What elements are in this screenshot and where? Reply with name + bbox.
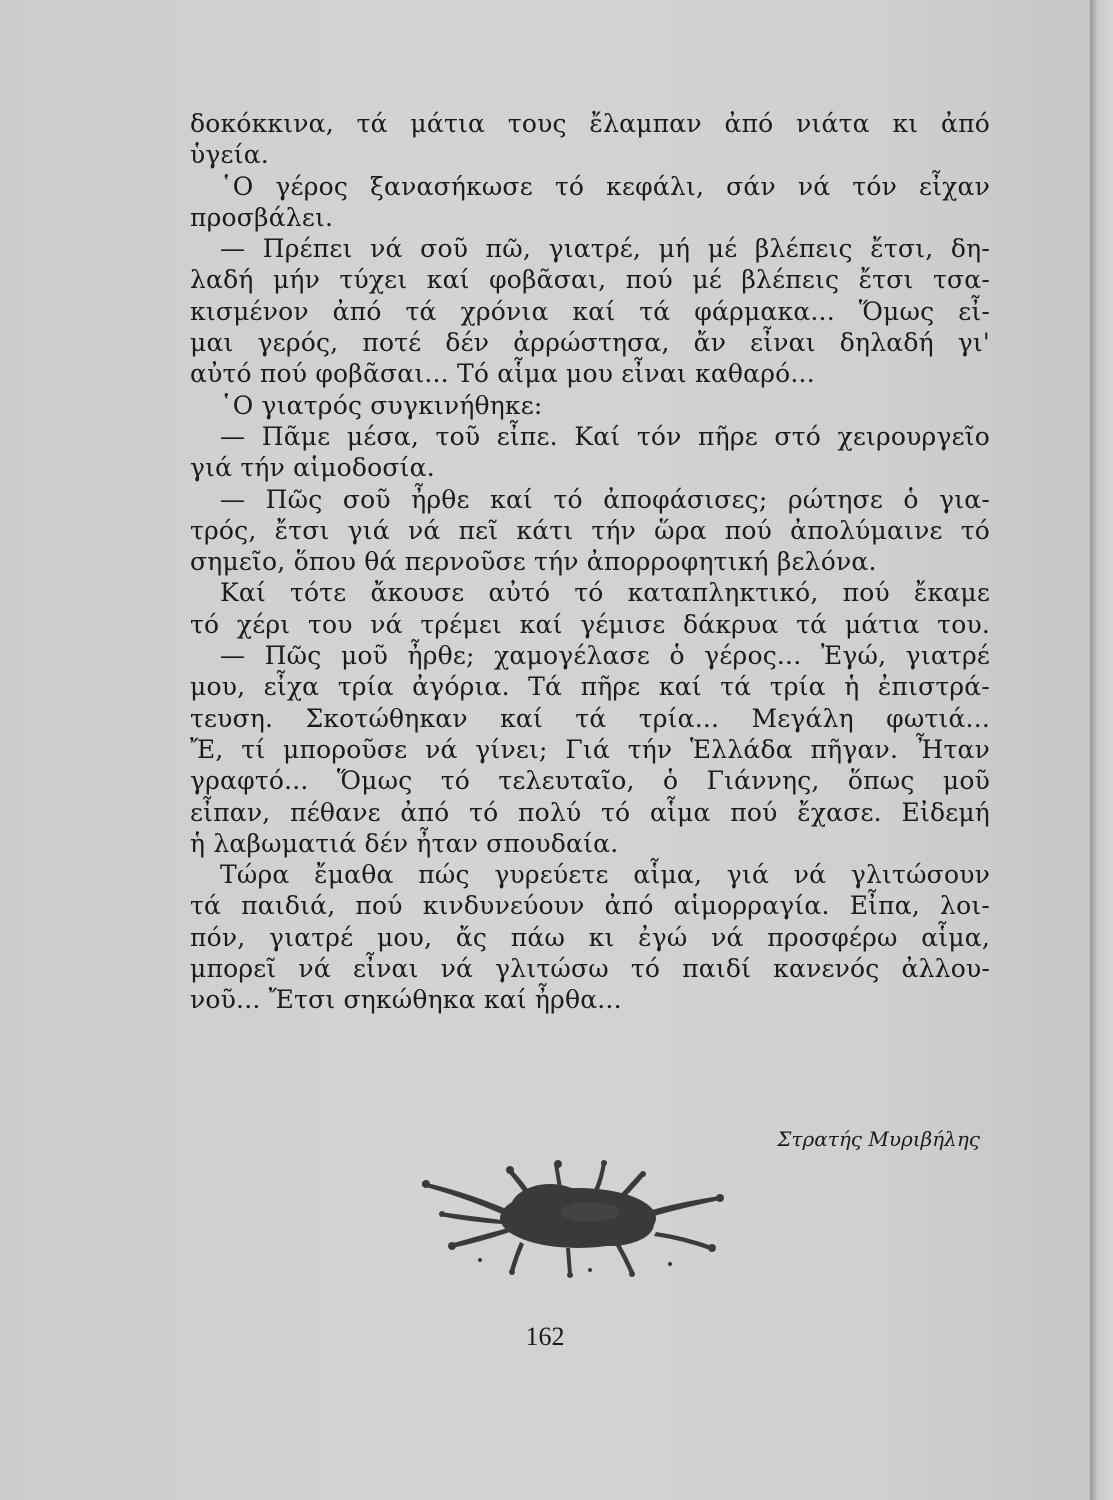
text-line: ῾Ο γιατρός συγκινήθηκε: [220, 390, 543, 420]
ink-splat-illustration [420, 1160, 730, 1280]
text-line: Ἔ, τί μποροῦσε νά γίνει; Γιά τήν Ἑλλάδα πῆγαν. Ἦταν [190, 734, 990, 764]
text-line: μπορεῖ νά εἶναι νά γλιτώσω τό παιδί κανενός ἀλλου- [190, 954, 990, 984]
text-line: προσβάλει. [190, 202, 334, 232]
text-line: — Πῶς σοῦ ἦρθε καί τό ἀποφάσισες; ρώτησε ὁ για- [220, 484, 990, 514]
text-line: Καί τότε ἄκουσε αὐτό τό καταπληκτικό, πού ἔκαμε [220, 578, 990, 608]
text-line: ῾Ο γέρος ξανασήκωσε τό κεφάλι, σάν νά τόν εἶχαν [220, 171, 990, 201]
text-line: γιά τήν αἱμοδοσία. [190, 453, 435, 483]
text-line: λαδή μήν τύχει καί φοβᾶσαι, πού μέ βλέπεις ἔτσι τσα- [190, 265, 990, 295]
text-line: πόν, γιατρέ μου, ἄς πάω κι ἐγώ νά προσφέρω αἷμα, [190, 922, 990, 952]
page-number: 162 [525, 1322, 565, 1351]
text-line: κισμένον ἀπό τά χρόνια καί τά φάρμακα... Ὅμως εἶ- [190, 296, 990, 326]
text-line: ὑγεία. [190, 140, 269, 170]
author-signature: Στρατής Μυριβήλης [777, 1127, 980, 1151]
text-line: — Πῶς μοῦ ἦρθε; χαμογέλασε ὁ γέρος... Ἐγώ, γιατρέ [220, 641, 990, 671]
text-line: — Πρέπει νά σοῦ πῶ, γιατρέ, μή μέ βλέπεις ἔτσι, δη- [220, 234, 990, 264]
text-line: εἶπαν, πέθανε ἀπό τό πολύ τό αἷμα πού ἔχασε. Εἰδεμή [190, 797, 990, 827]
text-line: ἡ λαβωματιά δέν ἦταν σπουδαία. [190, 828, 619, 858]
text-line: γραφτό... Ὅμως τό τελευταῖο, ὁ Γιάννης, ὅπως μοῦ [190, 766, 990, 796]
page-edge [1090, 0, 1113, 1500]
text-line: μαι γερός, ποτέ δέν ἀρρώστησα, ἄν εἶναι δηλαδή γι' [190, 328, 990, 358]
text-line: δοκόκκινα, τά μάτια τους ἔλαμπαν ἀπό νιάτα κι ἀπό [190, 109, 990, 138]
text-line: τρός, ἔτσι γιά νά πεῖ κάτι τήν ὥρα πού ἀπολύμαινε τό [190, 515, 990, 545]
text-line: μου, εἶχα τρία ἀγόρια. Τά πῆρε καί τά τρία ἡ ἐπιστρά- [190, 672, 990, 702]
text-line: Τώρα ἔμαθα πώς γυρεύετε αἷμα, γιά νά γλιτώσουν [220, 860, 990, 890]
body-text [190, 108, 990, 1016]
text-line: τά παιδιά, πού κινδυνεύουν ἀπό αἱμορραγία. Εἶπα, λοι- [190, 891, 990, 921]
text-line: σημεῖο, ὅπου θά περνοῦσε τήν ἀπορροφητική βελόνα. [190, 547, 877, 577]
text-line: αὐτό πού φοβᾶσαι... Τό αἷμα μου εἶναι καθαρό... [190, 359, 815, 389]
text-line: — Πᾶμε μέσα, τοῦ εἶπε. Καί τόν πῆρε στό χειρουργεῖο [220, 421, 990, 451]
text-line: τευση. Σκοτώθηκαν καί τά τρία... Μεγάλη φωτιά... [190, 703, 990, 733]
text-line: νοῦ... Ἔτσι σηκώθηκα καί ἦρθα... [190, 985, 622, 1015]
text-line: τό χέρι του νά τρέμει καί γέμισε δάκρυα τά μάτια του. [190, 609, 990, 639]
